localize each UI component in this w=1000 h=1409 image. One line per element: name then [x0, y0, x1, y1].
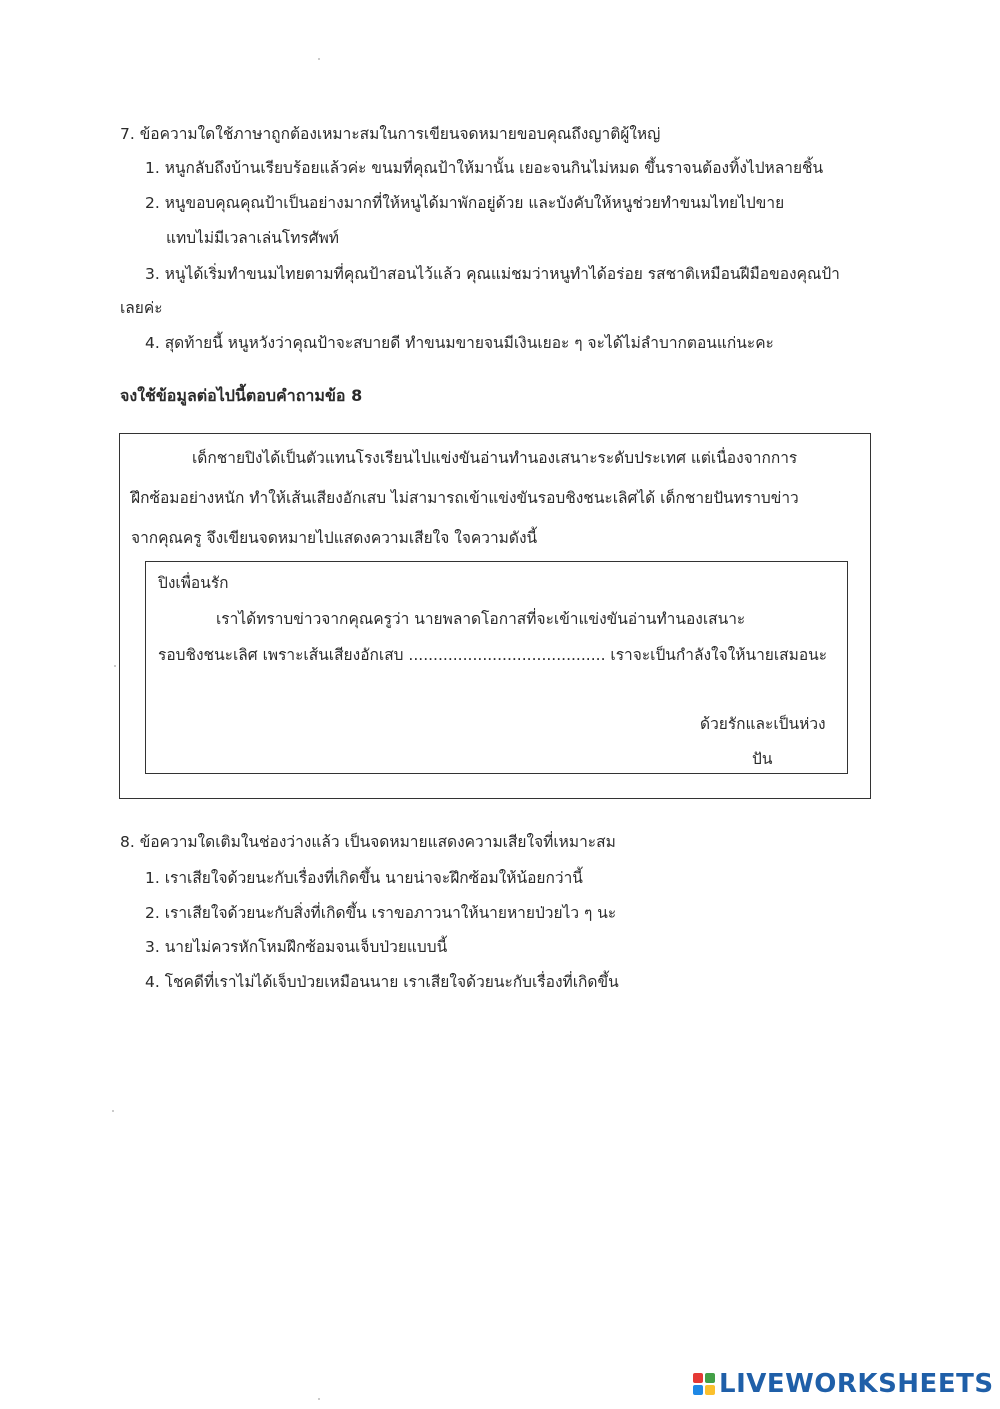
q7-option-3-continued: เลยค่ะ: [120, 299, 163, 317]
instruction-heading: จงใช้ข้อมูลต่อไปนี้ตอบคำถามข้อ 8: [120, 386, 363, 405]
letter-body-line-1: เราได้ทราบข่าวจากคุณครูว่า นายพลาดโอกาสที่จะเข้าแข่งขันอ่านทำนองเสนาะ: [216, 610, 746, 628]
q8-option-1[interactable]: 1. เราเสียใจด้วยนะกับเรื่องที่เกิดขึ้น นายน่าจะฝึกซ้อมให้น้อยกว่านี้: [145, 869, 583, 887]
question-7: 7. ข้อความใดใช้ภาษาถูกต้องเหมาะสมในการเขียนจดหมายขอบคุณถึงญาติผู้ใหญ่: [120, 125, 661, 143]
q7-option-2-continued: แทบไม่มีเวลาเล่นโทรศัพท์: [166, 229, 340, 247]
q8-option-2[interactable]: 2. เราเสียใจด้วยนะกับสิ่งที่เกิดขึ้น เราขอภาวนาให้นายหายป่วยไว ๆ นะ: [145, 904, 617, 922]
scan-speck: [114, 665, 116, 667]
scan-speck: [112, 1110, 114, 1112]
passage-line-3: จากคุณครู จึงเขียนจดหมายไปแสดงความเสียใจ ใจความดังนี้: [131, 529, 538, 547]
q8-option-3[interactable]: 3. นายไม่ควรหักโหมฝึกซ้อมจนเจ็บป่วยแบบนี้: [145, 938, 448, 956]
letter-signature: ปัน: [752, 750, 773, 768]
q7-option-4[interactable]: 4. สุดท้ายนี้ หนูหวังว่าคุณป้าจะสบายดี ทำขนมขายจนมีเงินเยอะ ๆ จะได้ไม่ลำบากตอนแก่นะคะ: [145, 334, 774, 352]
question-8: 8. ข้อความใดเติมในช่องว่างแล้ว เป็นจดหมายแสดงความเสียใจที่เหมาะสม: [120, 833, 616, 851]
liveworksheets-logo: [693, 1367, 994, 1401]
logo-text: LIVEWORKSHEETS: [719, 1369, 994, 1399]
scan-speck: [318, 58, 320, 60]
passage-line-1: เด็กชายปิงได้เป็นตัวแทนโรงเรียนไปแข่งขันอ่านทำนองเสนาะระดับประเทศ แต่เนื่องจากการ: [192, 449, 798, 467]
letter-closing: ด้วยรักและเป็นห่วง: [700, 715, 826, 733]
logo-square: [705, 1385, 715, 1395]
logo-square: [693, 1385, 703, 1395]
q7-option-2[interactable]: 2. หนูขอบคุณคุณป้าเป็นอย่างมากที่ให้หนูได้มาพักอยู่ด้วย และบังคับให้หนูช่วยทำขนมไทยไปขาย: [145, 194, 785, 212]
passage-line-2: ฝึกซ้อมอย่างหนัก ทำให้เส้นเสียงอักเสบ ไม่สามารถเข้าแข่งขันรอบชิงชนะเลิศได้ เด็กชายปันทราบข่าว: [131, 489, 799, 507]
q8-option-4[interactable]: 4. โชคดีที่เราไม่ได้เจ็บป่วยเหมือนนาย เราเสียใจด้วยนะกับเรื่องที่เกิดขึ้น: [145, 973, 619, 991]
q7-option-3[interactable]: 3. หนูได้เริ่มทำขนมไทยตามที่คุณป้าสอนไว้แล้ว คุณแม่ชมว่าหนูทำได้อร่อย รสชาติเหมือนฝีมือของคุณป้า: [145, 265, 840, 283]
letter-greeting: ปิงเพื่อนรัก: [158, 574, 229, 592]
logo-square: [705, 1373, 715, 1383]
logo-mark-icon: [693, 1373, 715, 1395]
letter-box: [145, 561, 848, 774]
q7-option-1[interactable]: 1. หนูกลับถึงบ้านเรียบร้อยแล้วค่ะ ขนมที่คุณป้าให้มานั้น เยอะจนกินไม่หมด ขึ้นราจนต้องทิ้งไปหลายชิ้น: [145, 159, 824, 177]
logo-square: [693, 1373, 703, 1383]
scan-speck: [318, 1398, 320, 1400]
letter-body-line-2: รอบชิงชนะเลิศ เพราะเส้นเสียงอักเสบ ........................................ เราจะเป็นกำลังใจให้นายเสมอนะ: [158, 646, 828, 664]
